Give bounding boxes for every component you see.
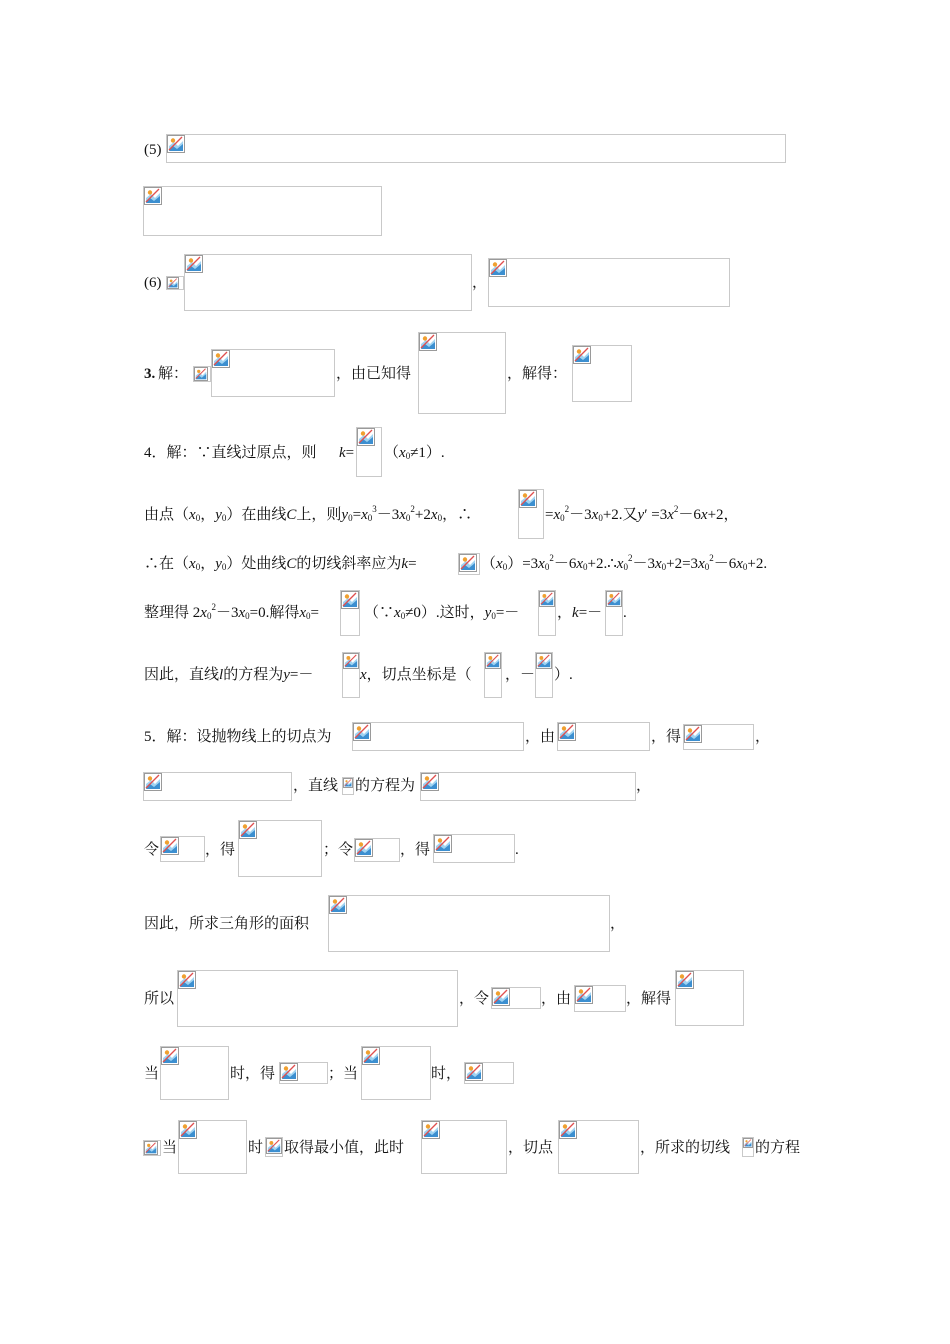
broken-image-icon — [355, 839, 373, 857]
broken-image-icon — [575, 986, 593, 1004]
formula-image — [177, 970, 458, 1027]
broken-image-icon — [161, 837, 179, 855]
broken-image-icon — [343, 778, 353, 788]
formula-image — [418, 332, 506, 414]
solution-number: 3. — [144, 366, 156, 382]
broken-image-icon — [519, 490, 537, 508]
broken-image-icon — [422, 1121, 440, 1139]
broken-image-icon — [419, 333, 437, 351]
broken-image-icon — [329, 896, 347, 914]
broken-image-icon — [280, 1063, 298, 1081]
broken-image-icon — [167, 135, 185, 153]
formula-image — [178, 1120, 247, 1174]
broken-image-icon — [434, 835, 452, 853]
formula-image — [458, 553, 480, 575]
formula-image — [518, 489, 544, 539]
broken-image-icon — [343, 653, 359, 669]
formula-image — [238, 820, 322, 877]
broken-image-icon — [357, 428, 375, 446]
broken-image-icon — [167, 277, 179, 289]
formula-image — [558, 1120, 639, 1174]
item-label: (6) — [144, 275, 162, 291]
broken-image-icon — [144, 1141, 158, 1155]
broken-image-icon — [194, 367, 208, 381]
broken-image-icon — [179, 1121, 197, 1139]
formula-image — [342, 652, 360, 698]
broken-image-icon — [492, 988, 510, 1006]
formula-image — [160, 836, 205, 862]
formula-image — [143, 1140, 161, 1156]
broken-image-icon — [743, 1138, 753, 1148]
formula-image — [675, 970, 744, 1026]
formula-image — [166, 276, 184, 290]
item-label: (5) — [144, 142, 162, 158]
broken-image-icon — [485, 653, 501, 669]
broken-image-icon — [185, 255, 203, 273]
formula-image — [340, 590, 360, 636]
formula-image — [491, 987, 541, 1009]
formula-image — [166, 134, 786, 163]
broken-image-icon — [421, 773, 439, 791]
formula-image — [538, 590, 556, 636]
broken-image-icon — [459, 554, 477, 572]
formula-image — [557, 722, 650, 751]
formula-image — [342, 777, 354, 795]
formula-image — [160, 1046, 229, 1100]
formula-image — [572, 345, 632, 402]
formula-image — [574, 985, 626, 1012]
broken-image-icon — [341, 591, 359, 609]
formula-image — [193, 366, 211, 382]
broken-image-icon — [353, 723, 371, 741]
broken-image-icon — [465, 1063, 483, 1081]
formula-image — [328, 895, 610, 952]
broken-image-icon — [178, 971, 196, 989]
formula-image — [605, 590, 623, 636]
formula-image — [265, 1137, 283, 1157]
broken-image-icon — [489, 259, 507, 277]
broken-image-icon — [573, 346, 591, 364]
formula-image — [464, 1062, 514, 1084]
formula-image — [356, 427, 382, 477]
formula-image — [683, 724, 754, 750]
formula-image — [742, 1137, 754, 1157]
broken-image-icon — [266, 1138, 282, 1154]
formula-image — [420, 772, 636, 801]
formula-image — [361, 1046, 431, 1100]
formula-image — [211, 349, 335, 397]
formula-image — [484, 652, 502, 698]
formula-image — [143, 772, 292, 801]
broken-image-icon — [362, 1047, 380, 1065]
formula-image — [421, 1120, 507, 1174]
formula-image — [352, 722, 524, 751]
broken-image-icon — [161, 1047, 179, 1065]
broken-image-icon — [676, 971, 694, 989]
broken-image-icon — [558, 723, 576, 741]
formula-image — [535, 652, 553, 698]
broken-image-icon — [559, 1121, 577, 1139]
broken-image-icon — [539, 591, 555, 607]
broken-image-icon — [536, 653, 552, 669]
broken-image-icon — [684, 725, 702, 743]
broken-image-icon — [606, 591, 622, 607]
formula-image — [279, 1062, 328, 1084]
broken-image-icon — [212, 350, 230, 368]
formula-image — [184, 254, 472, 311]
formula-image — [433, 834, 515, 863]
formula-image — [488, 258, 730, 307]
broken-image-icon — [144, 187, 162, 205]
broken-image-icon — [144, 773, 162, 791]
formula-image — [143, 186, 382, 236]
broken-image-icon — [239, 821, 257, 839]
formula-image — [354, 838, 400, 862]
